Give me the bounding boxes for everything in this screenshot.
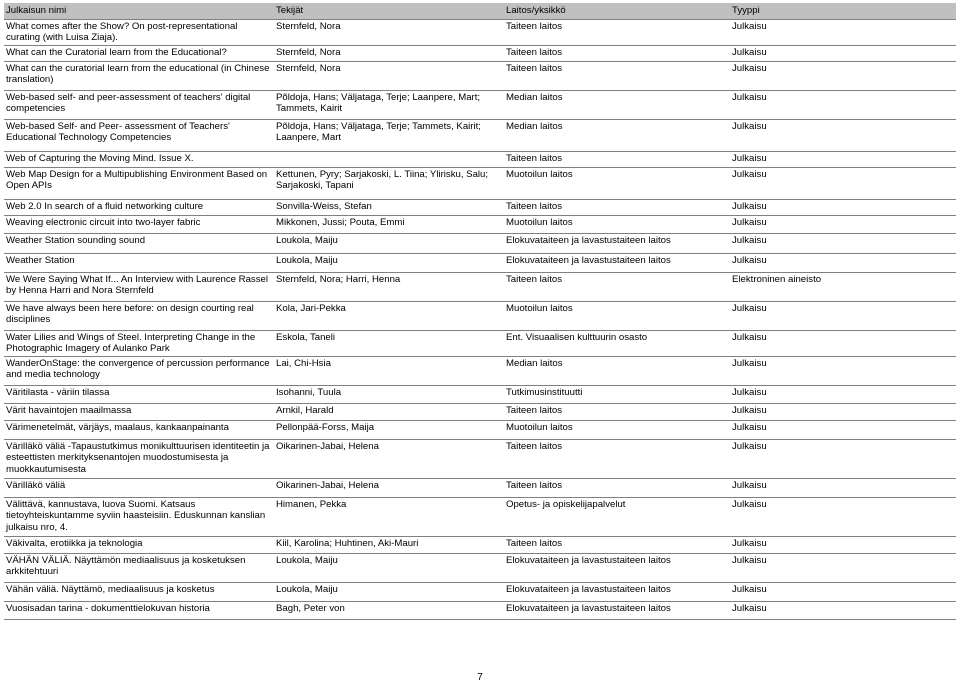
cell-title: We Were Saying What If... An Interview with Laurence Rassel by Henna Harri and Nora Sternfeld <box>6 273 268 297</box>
table-row <box>4 199 956 215</box>
cell-authors: Sternfeld, Nora; Harri, Henna <box>276 273 401 285</box>
cell-title: What can the Curatorial learn from the Educational? <box>6 46 227 58</box>
table-row <box>4 167 956 199</box>
cell-type: Julkaisu <box>732 421 767 433</box>
cell-unit: Muotoilun laitos <box>506 421 573 433</box>
cell-unit: Elokuvataiteen ja lavastustaiteen laitos <box>506 254 671 266</box>
cell-authors: Oikarinen-Jabai, Helena <box>276 479 379 491</box>
cell-unit: Taiteen laitos <box>506 200 562 212</box>
cell-unit: Taiteen laitos <box>506 479 562 491</box>
cell-authors: Oikarinen-Jabai, Helena <box>276 440 379 452</box>
cell-unit: Taiteen laitos <box>506 20 562 32</box>
cell-authors: Kola, Jari-Pekka <box>276 302 346 314</box>
table-row <box>4 215 956 233</box>
cell-type: Elektroninen aineisto <box>732 273 822 285</box>
cell-type: Julkaisu <box>732 62 767 74</box>
table-row <box>4 45 956 61</box>
cell-title: Web-based Self- and Peer- assessment of Teachers' Educational Technology Competencies <box>6 120 230 144</box>
cell-unit: Taiteen laitos <box>506 440 562 452</box>
table-row <box>4 151 956 167</box>
cell-type: Julkaisu <box>732 91 767 103</box>
cell-unit: Muotoilun laitos <box>506 216 573 228</box>
cell-authors: Bagh, Peter von <box>276 602 345 614</box>
cell-authors: Kettunen, Pyry; Sarjakoski, L. Tiina; Ylirisku, Salu; Sarjakoski, Tapani <box>276 168 489 192</box>
table-row <box>4 601 956 620</box>
cell-title: What can the curatorial learn from the educational (in Chinese translation) <box>6 62 270 86</box>
cell-title: Välittävä, kannustava, luova Suomi. Katsaus tietoyhteiskuntamme syviin haasteisiin. Eduskunnan kanslian julkaisu nro, 4. <box>6 498 266 533</box>
cell-authors: Eskola, Taneli <box>276 331 336 343</box>
cell-unit: Taiteen laitos <box>506 273 562 285</box>
cell-authors: Põldoja, Hans; Väljataga, Terje; Tammets, Kairit; Laanpere, Mart <box>276 120 481 144</box>
cell-authors: Põldoja, Hans; Väljataga, Terje; Laanpere, Mart; Tammets, Kairit <box>276 91 481 115</box>
cell-unit: Elokuvataiteen ja lavastustaiteen laitos <box>506 602 671 614</box>
cell-type: Julkaisu <box>732 168 767 180</box>
table-row <box>4 420 956 439</box>
cell-type: Julkaisu <box>732 440 767 452</box>
cell-authors: Loukola, Maiju <box>276 254 338 266</box>
table-row <box>4 439 956 478</box>
cell-type: Julkaisu <box>732 583 767 595</box>
cell-unit: Median laitos <box>506 357 563 369</box>
cell-type: Julkaisu <box>732 537 767 549</box>
cell-authors: Loukola, Maiju <box>276 554 338 566</box>
cell-title: Water Lilies and Wings of Steel. Interpreting Change in the Photographic Imagery of Aulanko Park <box>6 331 256 355</box>
cell-authors: Kiil, Karolina; Huhtinen, Aki-Mauri <box>276 537 419 549</box>
cell-title: Väritilasta - väriin tilassa <box>6 386 110 398</box>
cell-title: WanderOnStage: the convergence of percussion performance and media technology <box>6 357 270 381</box>
table-row <box>4 582 956 601</box>
cell-title: Vuosisadan tarina - dokumenttielokuvan historia <box>6 602 210 614</box>
cell-unit: Taiteen laitos <box>506 62 562 74</box>
cell-authors: Sternfeld, Nora <box>276 20 341 32</box>
cell-title: VÄHÄN VÄLIÄ. Näyttämön mediaalisuus ja kosketuksen arkkitehtuuri <box>6 554 246 578</box>
table-row <box>4 478 956 497</box>
header-authors: Tekijät <box>276 5 304 16</box>
cell-title: Web-based self- and peer-assessment of teachers' digital competencies <box>6 91 251 115</box>
cell-authors: Sternfeld, Nora <box>276 46 341 58</box>
publication-table <box>4 3 956 620</box>
cell-type: Julkaisu <box>732 386 767 398</box>
page-number: 7 <box>477 672 483 683</box>
cell-unit: Taiteen laitos <box>506 537 562 549</box>
table-row <box>4 385 956 403</box>
table-row <box>4 119 956 151</box>
table-header <box>4 3 956 19</box>
cell-type: Julkaisu <box>732 404 767 416</box>
cell-title: What comes after the Show? On post-representational curating (with Luisa Ziaja). <box>6 20 238 44</box>
cell-unit: Elokuvataiteen ja lavastustaiteen laitos <box>506 554 671 566</box>
cell-unit: Taiteen laitos <box>506 46 562 58</box>
cell-title: Weather Station sounding sound <box>6 234 146 246</box>
cell-authors: Mikkonen, Jussi; Pouta, Emmi <box>276 216 405 228</box>
table-row <box>4 356 956 385</box>
cell-type: Julkaisu <box>732 254 767 266</box>
cell-unit: Muotoilun laitos <box>506 168 573 180</box>
cell-authors: Sonvilla-Weiss, Stefan <box>276 200 372 212</box>
cell-authors: Loukola, Maiju <box>276 583 338 595</box>
table-row <box>4 61 956 90</box>
table-row <box>4 536 956 553</box>
cell-type: Julkaisu <box>732 554 767 566</box>
cell-title: Värilläkö väliä -Tapaustutkimus monikulttuurisen identiteetin ja esteettisten merkityksenantojen muodostumisesta ja muokkautumisesta <box>6 440 270 475</box>
table-row <box>4 233 956 253</box>
cell-title: Värit havaintojen maailmassa <box>6 404 132 416</box>
table-row <box>4 497 956 536</box>
cell-unit: Elokuvataiteen ja lavastustaiteen laitos <box>506 234 671 246</box>
table-body <box>4 19 956 620</box>
cell-unit: Opetus- ja opiskelijapalvelut <box>506 498 626 510</box>
cell-type: Julkaisu <box>732 479 767 491</box>
cell-type: Julkaisu <box>732 498 767 510</box>
cell-type: Julkaisu <box>732 331 767 343</box>
cell-type: Julkaisu <box>732 234 767 246</box>
cell-title: Web of Capturing the Moving Mind. Issue X. <box>6 152 194 164</box>
cell-authors: Lai, Chi-Hsia <box>276 357 331 369</box>
cell-authors: Arnkil, Harald <box>276 404 334 416</box>
cell-title: Web Map Design for a Multipublishing Environment Based on Open APIs <box>6 168 268 192</box>
header-unit: Laitos/yksikkö <box>506 5 566 16</box>
table-row <box>4 301 956 330</box>
cell-unit: Taiteen laitos <box>506 404 562 416</box>
header-type: Tyyppi <box>732 5 760 16</box>
cell-type: Julkaisu <box>732 200 767 212</box>
table-row <box>4 330 956 356</box>
cell-title: Vähän väliä. Näyttämö, mediaalisuus ja kosketus <box>6 583 215 595</box>
table-row <box>4 553 956 582</box>
cell-unit: Ent. Visuaalisen kulttuurin osasto <box>506 331 648 343</box>
cell-unit: Median laitos <box>506 120 563 132</box>
cell-authors: Loukola, Maiju <box>276 234 338 246</box>
cell-unit: Muotoilun laitos <box>506 302 573 314</box>
cell-type: Julkaisu <box>732 357 767 369</box>
cell-authors: Pellonpää-Forss, Maija <box>276 421 375 433</box>
cell-title: Väkivalta, erotiikka ja teknologia <box>6 537 143 549</box>
cell-unit: Taiteen laitos <box>506 152 562 164</box>
cell-title: Weaving electronic circuit into two-layer fabric <box>6 216 201 228</box>
cell-title: Web 2.0 In search of a fluid networking culture <box>6 200 204 212</box>
cell-type: Julkaisu <box>732 602 767 614</box>
cell-authors: Isohanni, Tuula <box>276 386 342 398</box>
table-row <box>4 253 956 272</box>
table-row <box>4 272 956 301</box>
cell-type: Julkaisu <box>732 152 767 164</box>
cell-unit: Median laitos <box>506 91 563 103</box>
cell-authors: Sternfeld, Nora <box>276 62 341 74</box>
cell-unit: Elokuvataiteen ja lavastustaiteen laitos <box>506 583 671 595</box>
cell-authors: Himanen, Pekka <box>276 498 347 510</box>
cell-title: Värilläkö väliä <box>6 479 66 491</box>
cell-unit: Tutkimusinstituutti <box>506 386 583 398</box>
table-row <box>4 19 956 45</box>
cell-title: Värimenetelmät, värjäys, maalaus, kankaanpainanta <box>6 421 229 433</box>
cell-type: Julkaisu <box>732 20 767 32</box>
cell-type: Julkaisu <box>732 302 767 314</box>
header-title: Julkaisun nimi <box>6 5 67 16</box>
cell-title: Weather Station <box>6 254 75 266</box>
cell-title: We have always been here before: on design courting real disciplines <box>6 302 254 326</box>
cell-type: Julkaisu <box>732 120 767 132</box>
table-row <box>4 403 956 420</box>
table-row <box>4 90 956 119</box>
cell-type: Julkaisu <box>732 46 767 58</box>
cell-type: Julkaisu <box>732 216 767 228</box>
